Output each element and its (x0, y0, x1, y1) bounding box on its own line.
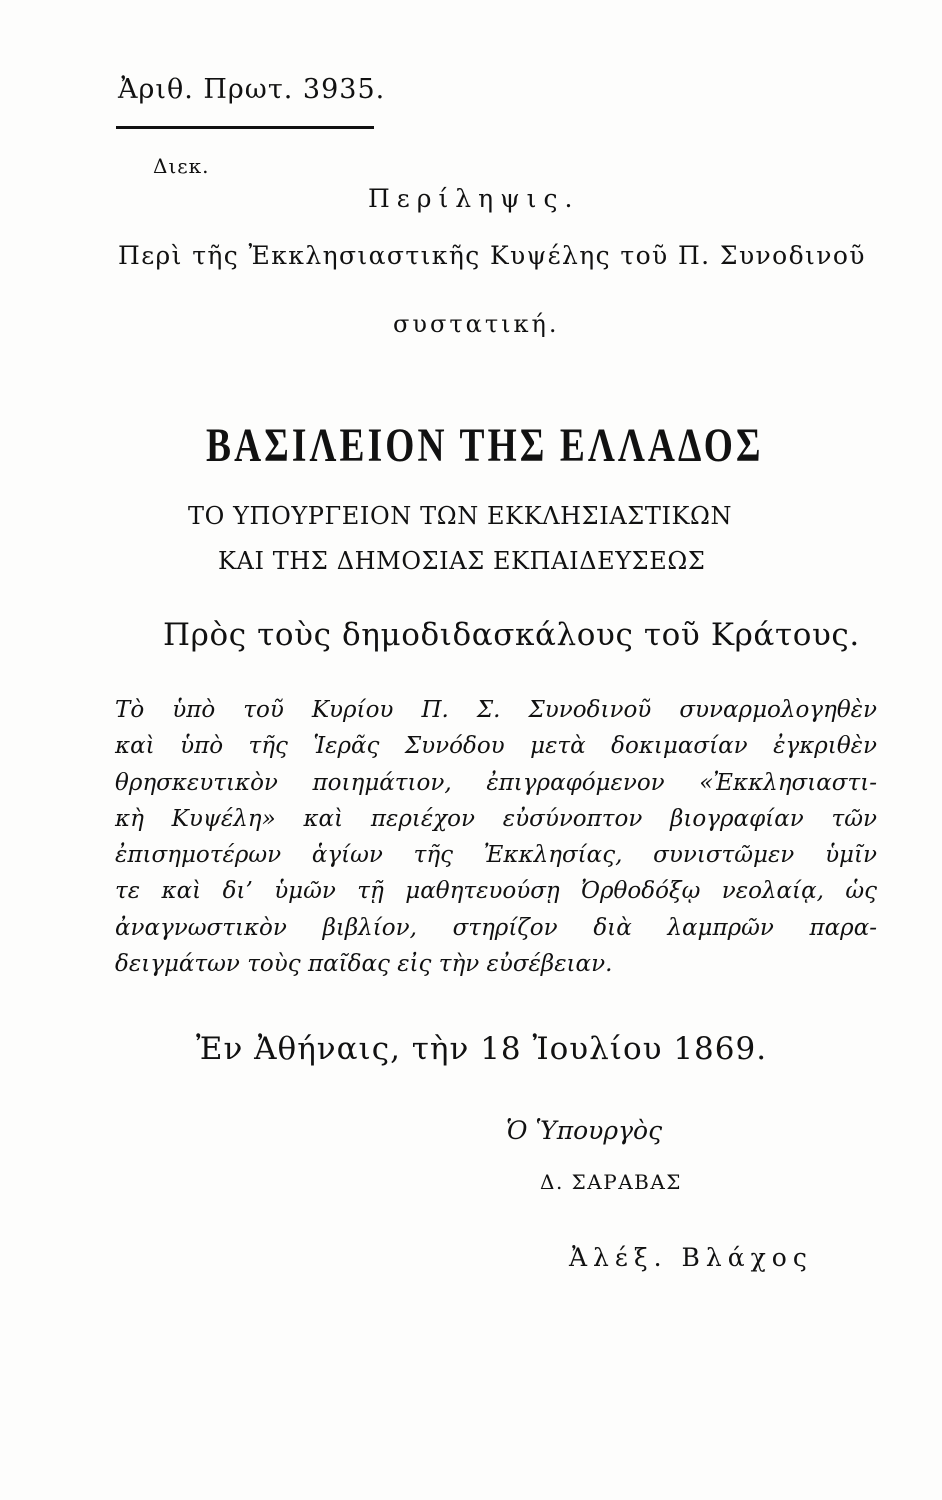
summary-text-line-1: Περὶ τῆς Ἐκκλησιαστικῆς Κυψέλης τοῦ Π. Συνοδινοῦ (118, 241, 866, 270)
department-abbreviation: Διεκ. (153, 154, 210, 178)
body-line: θρησκευτικὸν ποιημάτιον, ἐπιγραφόμενον «Ἐκκλησιαστι- (115, 769, 877, 796)
summary-heading: Περίληψις. (368, 184, 580, 213)
protocol-number: Ἀριθ. Πρωτ. 3935. (118, 74, 386, 105)
secretary-signature: Ἀλέξ. Βλάχος (569, 1243, 813, 1272)
kingdom-title: ΒΑΣΙΛΕΙΟΝ ΤΗΣ ΕΛΛΑΔΟΣ (206, 419, 764, 472)
body-line: τε καὶ δι’ ὑμῶν τῇ μαθητευούσῃ Ὀρθοδόξῳ νεολαίᾳ, ὡς (115, 878, 877, 905)
ministry-title-line-1: ΤΟ ΥΠΟΥΡΓΕΙΟΝ ΤΩΝ ΕΚΚΛΗΣΙΑΣΤΙΚΩΝ (188, 502, 733, 530)
minister-name: Δ. ΣΑΡΑΒΑΣ (540, 1170, 682, 1194)
letter-body (115, 692, 877, 982)
ministry-title-line-2: ΚΑΙ ΤΗΣ ΔΗΜΟΣΙΑΣ ΕΚΠΑΙΔΕΥΣΕΩΣ (218, 547, 706, 575)
body-line: ἀναγνωστικὸν βιβλίον, στηρίζον διὰ λαμπρῶν παρα- (115, 914, 877, 941)
recipient-line: Πρὸς τοὺς δημοδιδασκάλους τοῦ Κράτους. (163, 617, 860, 653)
body-line: ἐπισημοτέρων ἁγίων τῆς Ἐκκλησίας, συνιστῶμεν ὑμῖν (115, 842, 877, 869)
body-line: δειγμάτων τοὺς παῖδας εἰς τὴν εὐσέβειαν. (115, 951, 613, 978)
body-line: Τὸ ὑπὸ τοῦ Κυρίου Π. Σ. Συνοδινοῦ συναρμολογηθὲν (115, 697, 877, 723)
summary-text-line-2: συστατική. (393, 310, 560, 338)
header-divider (116, 126, 374, 129)
body-line: κὴ Κυψέλη» καὶ περιέχον εὐσύνοπτον βιογραφίαν τῶν (115, 805, 877, 832)
place-and-date: Ἐν Ἀθήναις, τὴν 18 Ἰουλίου 1869. (196, 1031, 768, 1067)
body-line: καὶ ὑπὸ τῆς Ἱερᾶς Συνόδου μετὰ δοκιμασίαν ἐγκριθὲν (115, 733, 877, 760)
minister-title: Ὁ Ὑπουργὸς (506, 1116, 663, 1145)
